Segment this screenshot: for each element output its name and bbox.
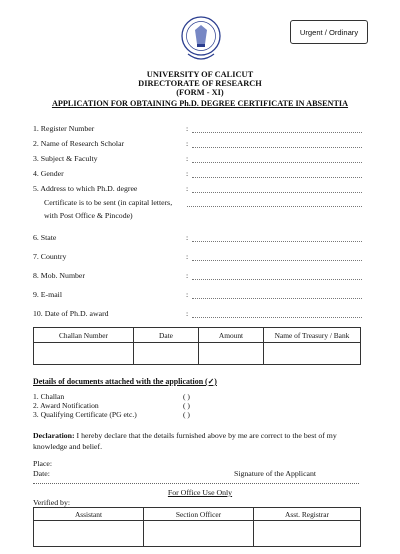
scholar-name-label: 2. Name of Research Scholar xyxy=(33,139,125,148)
declaration xyxy=(33,430,363,452)
address-label-line2: Certificate is to be sent (in capital letters, xyxy=(44,198,173,207)
treasury-bank-cell[interactable] xyxy=(264,343,361,365)
challan-checkbox[interactable]: ( ) xyxy=(183,392,190,401)
directorate-name: DIRECTORATE OF RESEARCH xyxy=(138,79,262,88)
qualifying-certificate-checkbox[interactable]: ( ) xyxy=(183,410,190,419)
document-item-qualifying-certificate: 3. Qualifying Certificate (PG etc.) xyxy=(33,410,137,419)
office-use-heading: For Office Use Only xyxy=(167,488,233,497)
country-label: 7. Country xyxy=(33,252,67,261)
challan-number-cell[interactable] xyxy=(34,343,134,365)
mobile-number-field[interactable] xyxy=(192,279,362,280)
address-label-line1: 5. Address to which Ph.D. degree xyxy=(33,184,138,193)
colon: : xyxy=(186,139,189,148)
declaration-label: Declaration: xyxy=(33,431,75,440)
address-label-line3: with Post Office & Pincode) xyxy=(44,211,133,220)
section-officer-cell[interactable] xyxy=(144,521,254,547)
document-item-challan: 1. Challan xyxy=(33,392,65,401)
colon: : xyxy=(186,309,189,318)
section-officer-header: Section Officer xyxy=(144,508,254,521)
asst-registrar-cell[interactable] xyxy=(254,521,361,547)
urgency-label: Urgent / Ordinary xyxy=(299,27,359,37)
state-label: 6. State xyxy=(33,233,57,242)
colon: : xyxy=(186,233,189,242)
register-number-field[interactable] xyxy=(192,132,362,133)
colon: : xyxy=(186,271,189,280)
gender-field[interactable] xyxy=(192,177,362,178)
university-name: UNIVERSITY OF CALICUT xyxy=(146,70,254,79)
challan-number-header: Challan Number xyxy=(34,328,134,343)
declaration-text: I hereby declare that the details furnished above by me are correct to the best of my knowledge and belief. xyxy=(33,431,337,451)
country-field[interactable] xyxy=(192,260,362,261)
email-field[interactable] xyxy=(192,298,362,299)
assistant-cell[interactable] xyxy=(34,521,144,547)
document-item-award-notification: 2. Award Notification xyxy=(33,401,99,410)
email-label: 9. E-mail xyxy=(33,290,63,299)
colon: : xyxy=(186,169,189,178)
state-field[interactable] xyxy=(192,241,362,242)
gender-label: 4. Gender xyxy=(33,169,64,178)
asst-registrar-header: Asst. Registrar xyxy=(254,508,361,521)
colon: : xyxy=(186,290,189,299)
address-field-line2[interactable] xyxy=(187,206,362,207)
challan-date-cell[interactable] xyxy=(134,343,199,365)
register-number-label: 1. Register Number xyxy=(33,124,95,133)
colon: : xyxy=(186,184,189,193)
address-field-line1[interactable] xyxy=(192,192,362,193)
mobile-number-label: 8. Mob. Number xyxy=(33,271,85,280)
challan-table xyxy=(33,327,361,365)
assistant-header: Assistant xyxy=(34,508,144,521)
challan-date-header: Date xyxy=(134,328,199,343)
subject-faculty-field[interactable] xyxy=(192,162,362,163)
urgency-box xyxy=(290,20,368,44)
award-notification-checkbox[interactable]: ( ) xyxy=(183,401,190,410)
award-date-field[interactable] xyxy=(192,317,362,318)
place-label: Place: xyxy=(33,459,53,468)
documents-heading: Details of documents attached with the application (✓) xyxy=(33,377,217,386)
application-title: APPLICATION FOR OBTAINING Ph.D. DEGREE CERTIFICATE IN ABSENTIA xyxy=(51,99,349,108)
separator-line xyxy=(33,483,359,484)
colon: : xyxy=(186,252,189,261)
challan-amount-cell[interactable] xyxy=(199,343,264,365)
applicant-signature-label: Signature of the Applicant xyxy=(234,469,317,478)
date-label: Date: xyxy=(33,469,50,478)
award-date-label: 10. Date of Ph.D. award xyxy=(33,309,109,318)
verified-by-label: Verified by: xyxy=(33,498,71,507)
university-seal-logo xyxy=(180,14,222,66)
form-number: (FORM - XI) xyxy=(176,88,224,97)
colon: : xyxy=(186,124,189,133)
colon: : xyxy=(186,154,189,163)
office-use-table xyxy=(33,507,361,547)
treasury-bank-header: Name of Treasury / Bank xyxy=(264,328,361,343)
scholar-name-field[interactable] xyxy=(192,147,362,148)
challan-amount-header: Amount xyxy=(199,328,264,343)
subject-faculty-label: 3. Subject & Faculty xyxy=(33,154,98,163)
